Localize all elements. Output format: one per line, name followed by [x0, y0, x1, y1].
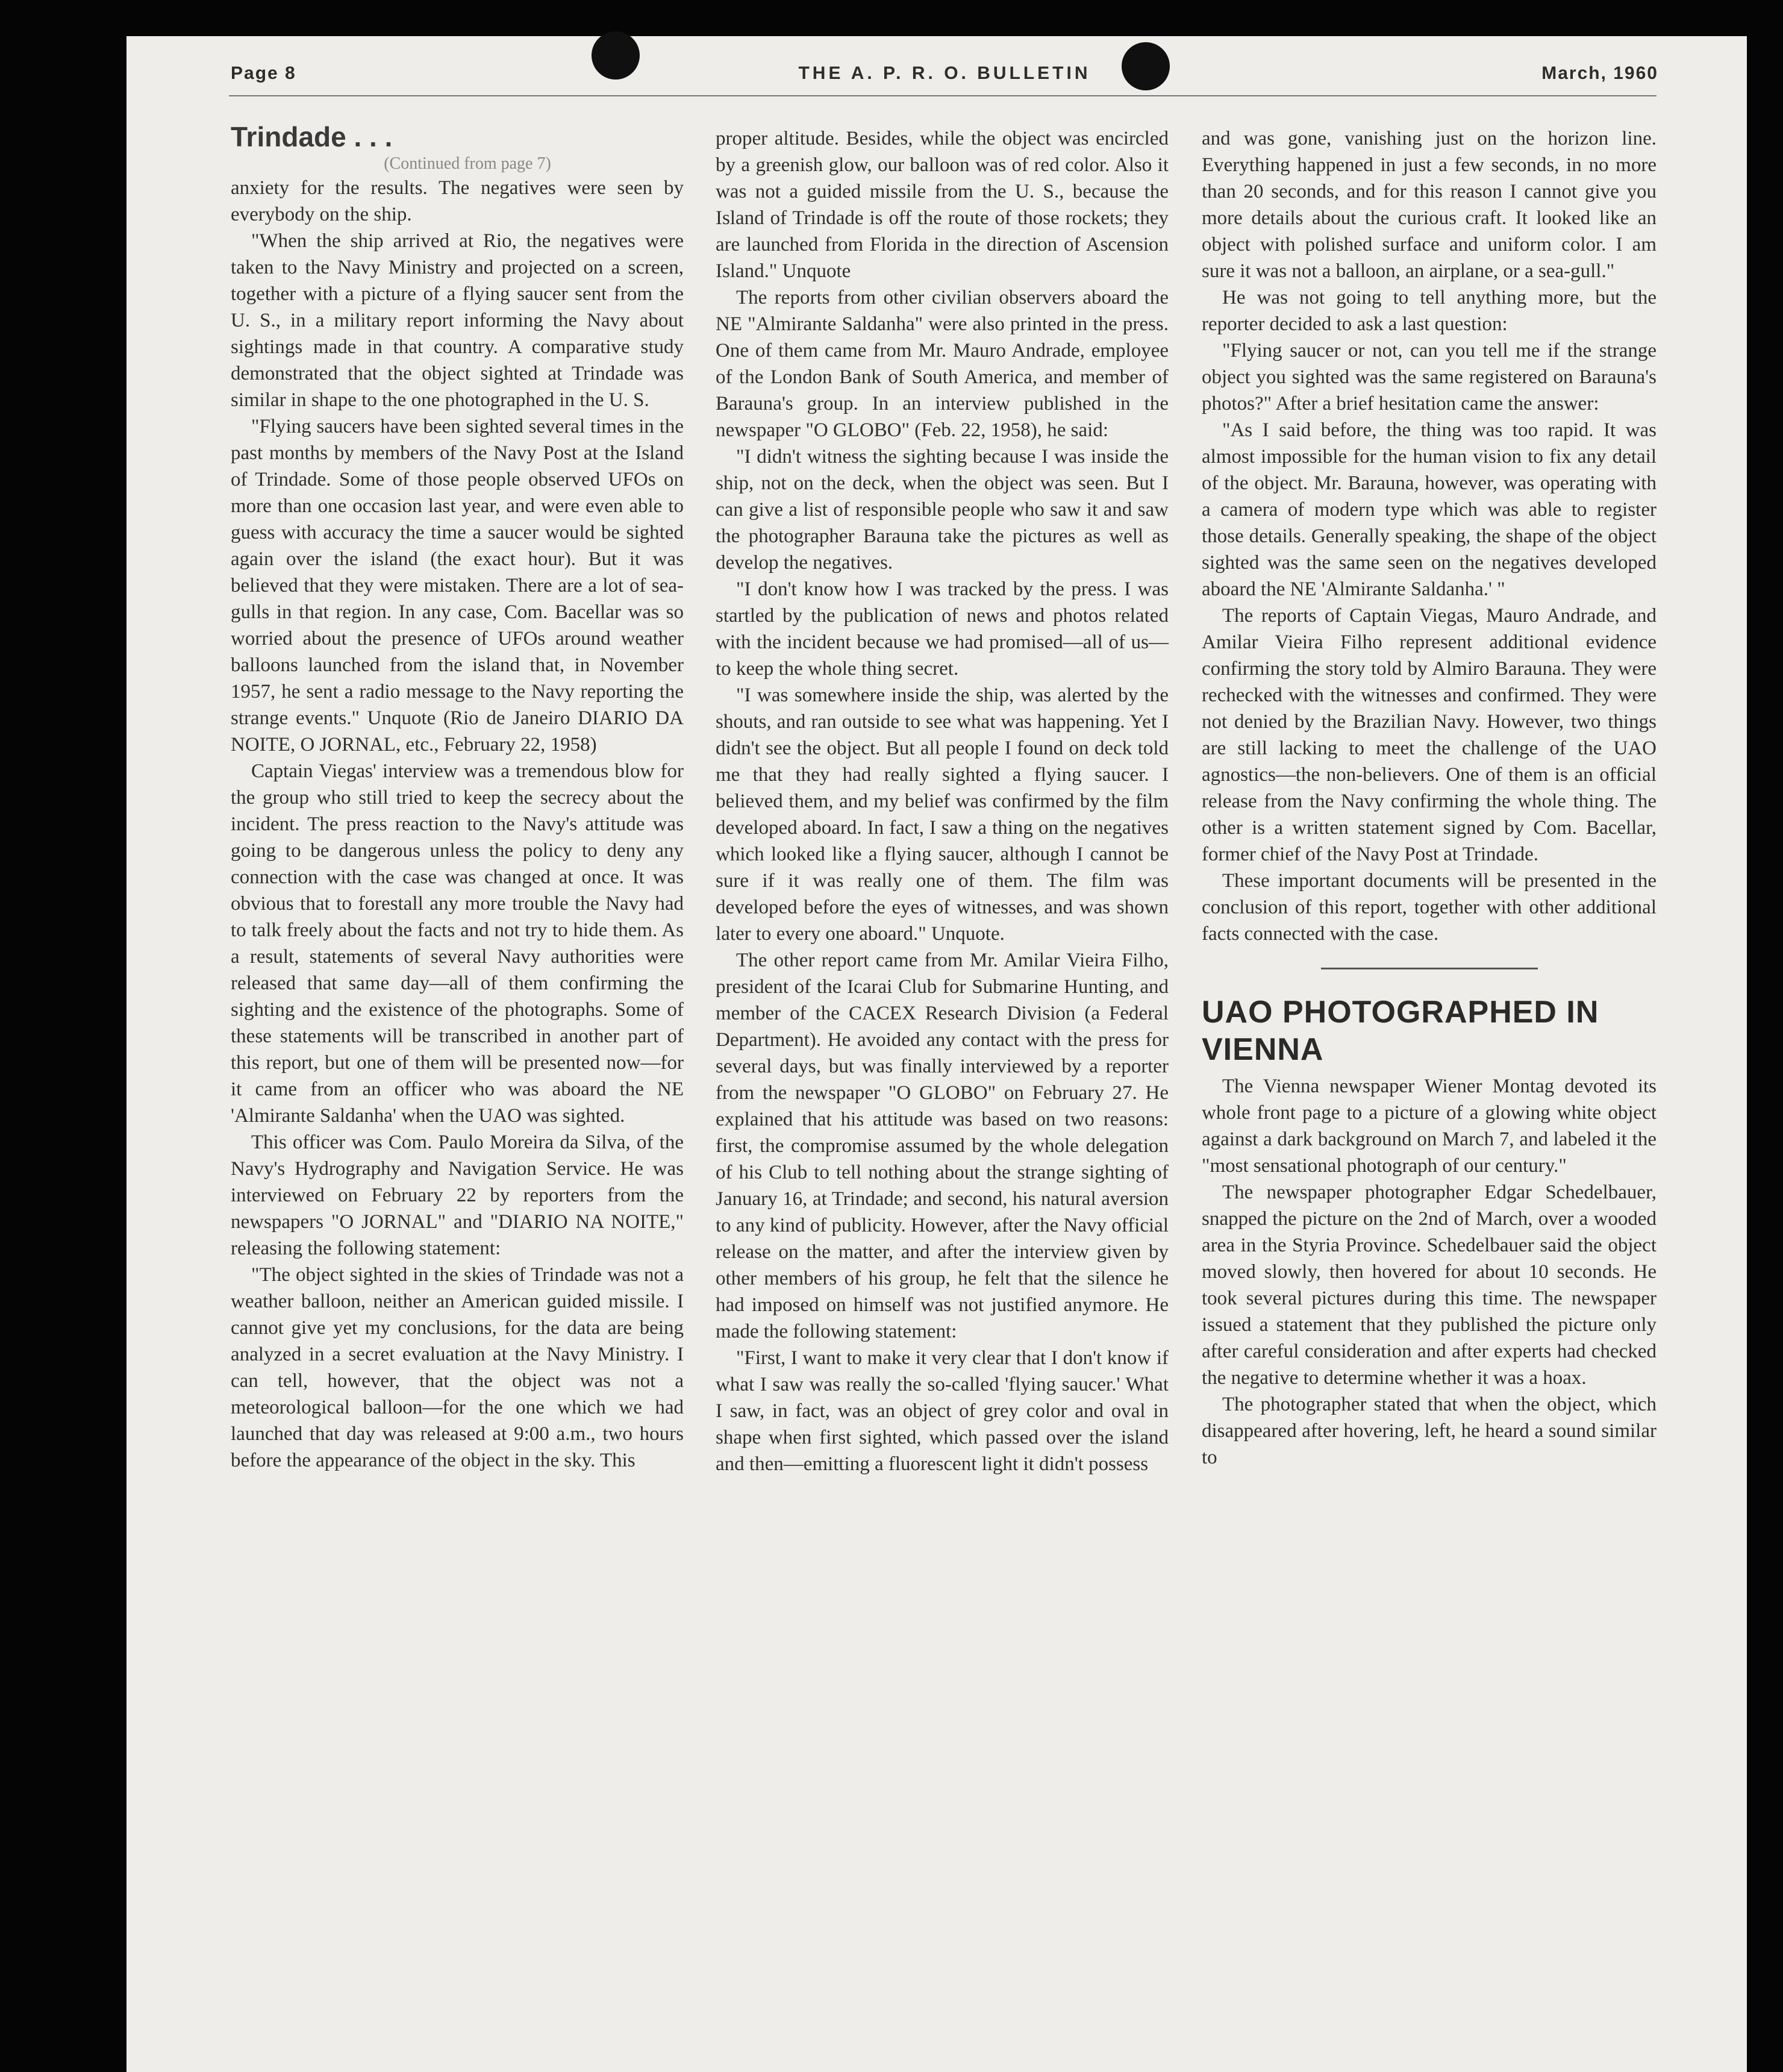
paragraph: "I didn't witness the sighting because I was inside the ship, not on the deck, when the object was seen. But I can give a list of responsible people who saw it and saw the photographer Barauna take the pictures as well as develop the negatives. [716, 446, 1169, 574]
paragraph: Captain Viegas' interview was a tremendous blow for the group who still tried to keep the secrecy about the incident. The press reaction to the Navy's attitude was going to be dangerous unless the policy to deny any connection with the case was changed at once. It was obvious that to forestall any more trouble the Navy had to talk freely about the facts and not try to hide them. As a result, statements of several Navy authorities were released that same day—all of them confirming the sighting and the existence of the photographs. Some of these statements will be transcribed in another part of this report, but one of them will be presented now—for it came from an officer who was aboard the NE 'Almirante Saldanha' when the UAO was sighted. [231, 760, 684, 1127]
paragraph: "I was somewhere inside the ship, was alerted by the shouts, and ran outside to see what was happening. Yet I didn't see the object. But all people I found on deck told me that they had really sighted a flying saucer. I believed them, and my belief was confirmed by the film developed aboard. In fact, I saw a thing on the negatives which looked like a flying saucer, although I cannot be sure if it was really one of them. The film was developed before the eyes of witnesses, and was shown later to every one aboard." Unquote. [716, 684, 1169, 945]
paragraph: "As I said before, the thing was too rapid. It was almost impossible for the human vision to fix any detail of the object. Mr. Barauna, however, was operating with a camera of modern type which was able to register those details. Generally speaking, the shape of the object sighted was the same seen on the negatives developed aboard the NE 'Almirante Saldanha.' " [1202, 419, 1657, 600]
article-headline: Trindade . . . [231, 121, 393, 152]
column-3 [1202, 125, 1657, 1471]
paragraph: "First, I want to make it very clear that I don't know if what I saw was really the so-called 'flying saucer.' What I saw, in fact, was an object of grey color and oval in shape when first sighted, which passed over the island and then—emitting a fluorescent light it didn't possess [716, 1347, 1169, 1475]
continued-note: (Continued from page 7) [384, 154, 551, 173]
paragraph: He was not going to tell anything more, but the reporter decided to ask a last question: [1202, 287, 1657, 335]
issue-date: March, 1960 [1541, 63, 1658, 83]
page-header [231, 63, 1658, 87]
paragraph: and was gone, vanishing just on the horizon line. Everything happened in just a few seconds, in no more than 20 seconds, and for this reason I cannot give you more details about the curious craft. It looked like an object with polished surface and uniform color. I am sure it was not a balloon, an airplane, or a sea-gull." [1202, 128, 1657, 282]
column-2 [716, 125, 1169, 1477]
column-1 [231, 121, 684, 1474]
paragraph: The Vienna newspaper Wiener Montag devoted its whole front page to a picture of a glowing white object against a dark background on March 7, and labeled it the "most sensational photograph of our century." [1202, 1075, 1657, 1177]
publication-title: THE A. P. R. O. BULLETIN [798, 63, 1091, 83]
header-rule [229, 95, 1657, 96]
paragraph: "I don't know how I was tracked by the press. I was startled by the publication of news and photos related with the incident because we had promised—all of us—to keep the whole thing secret. [716, 578, 1169, 680]
paragraph: The reports of Captain Viegas, Mauro Andrade, and Amilar Vieira Filho represent additional evidence confirming the story told by Almiro Barauna. They were rechecked with the witnesses and confirmed. They were not denied by the Brazilian Navy. However, two things are still lacking to meet the challenge of the UAO agnostics—the non-believers. One of them is an official release from the Navy confirming the whole thing. The other is a written statement signed by Com. Bacellar, former chief of the Navy Post at Trindade. [1202, 605, 1657, 865]
paragraph: "Flying saucer or not, can you tell me if the strange object you sighted was the same registered on Barauna's photos?" After a brief hesitation came the answer: [1202, 340, 1657, 415]
paragraph: The newspaper photographer Edgar Schedelbauer, snapped the picture on the 2nd of March, over a wooded area in the Styria Province. Schedelbauer said the object moved slowly, then hovered for about 10 seconds. He took several pictures during this time. The newspaper issued a statement that they published the picture only after careful consideration and after experts had checked the negative to determine whether it was a hoax. [1202, 1182, 1657, 1389]
paragraph: "The object sighted in the skies of Trindade was not a weather balloon, neither an American guided missile. I cannot give yet my conclusions, for the data are being analyzed in a secret evaluation at the Navy Ministry. I can tell, however, that the object was not a meteorological balloon—for the one which we had launched that day was released at 9:00 a.m., two hours before the appearance of the object in the sky. This [231, 1264, 684, 1471]
paragraph: "When the ship arrived at Rio, the negatives were taken to the Navy Ministry and projected on a screen, together with a picture of a flying saucer sent from the U. S., in a military report informing the Navy about sightings made in that country. A comparative study demonstrated that the object sighted at Trindade was similar in shape to the one photographed in the U. S. [231, 230, 684, 411]
paragraph: The reports from other civilian observers aboard the NE "Almirante Saldanha" were also printed in the press. One of them came from Mr. Mauro Andrade, employee of the London Bank of South America, and member of Barauna's group. In an interview published in the newspaper "O GLOBO" (Feb. 22, 1958), he said: [716, 287, 1169, 441]
paragraph: proper altitude. Besides, while the object was encircled by a greenish glow, our balloon was of red color. Also it was not a guided missile from the U. S., because the Island of Trindade is off the route of those rockets; they are launched from Florida in the direction of Ascension Island." Unquote [716, 128, 1169, 282]
paragraph: The other report came from Mr. Amilar Vieira Filho, president of the Icarai Club for Submarine Hunting, and member of the CACEX Research Division (a Federal Department). He avoided any contact with the press for several days, but was finally interviewed by a reporter from the newspaper "O GLOBO" on February 27. He explained that his attitude was based on two reasons: first, the compromise assumed by the whole delegation of his Club to tell nothing about the strange sighting of January 16, at Trindade; and second, his natural aversion to any kind of publicity. However, after the Navy official release on the matter, and after the interview given by other members of his group, he felt that the silence he had imposed on himself was not justified anymore. He made the following statement: [716, 950, 1169, 1342]
section-headline: UAO PHOTOGRAPHED IN VIENNA [1202, 995, 1599, 1067]
paragraph: These important documents will be presented in the conclusion of this report, together with other additional facts connected with the case. [1202, 870, 1657, 945]
section-divider [1321, 968, 1538, 969]
paragraph: This officer was Com. Paulo Moreira da Silva, of the Navy's Hydrography and Navigation Service. He was interviewed on February 22 by reporters from the newspapers "O JORNAL" and "DIARIO NA NOITE," releasing the following statement: [231, 1131, 684, 1259]
paragraph: The photographer stated that when the object, which disappeared after hovering, left, he heard a sound similar to [1202, 1394, 1657, 1468]
paragraph: "Flying saucers have been sighted several times in the past months by members of the Navy Post at the Island of Trindade. Some of those people observed UFOs on more than one occasion last year, and were even able to guess with accuracy the time a saucer would be sighted again over the island (the exact hour). But it was believed that they were mistaken. There are a lot of sea-gulls in that region. In any case, Com. Bacellar was so worried about the presence of UFOs around weather balloons launched from the island that, in November 1957, he sent a radio message to the Navy reporting the strange events." Unquote (Rio de Janeiro DIARIO DA NOITE, O JORNAL, etc., February 22, 1958) [231, 416, 684, 756]
paragraph: anxiety for the results. The negatives were seen by everybody on the ship. [231, 177, 684, 225]
page-number: Page 8 [231, 63, 296, 83]
